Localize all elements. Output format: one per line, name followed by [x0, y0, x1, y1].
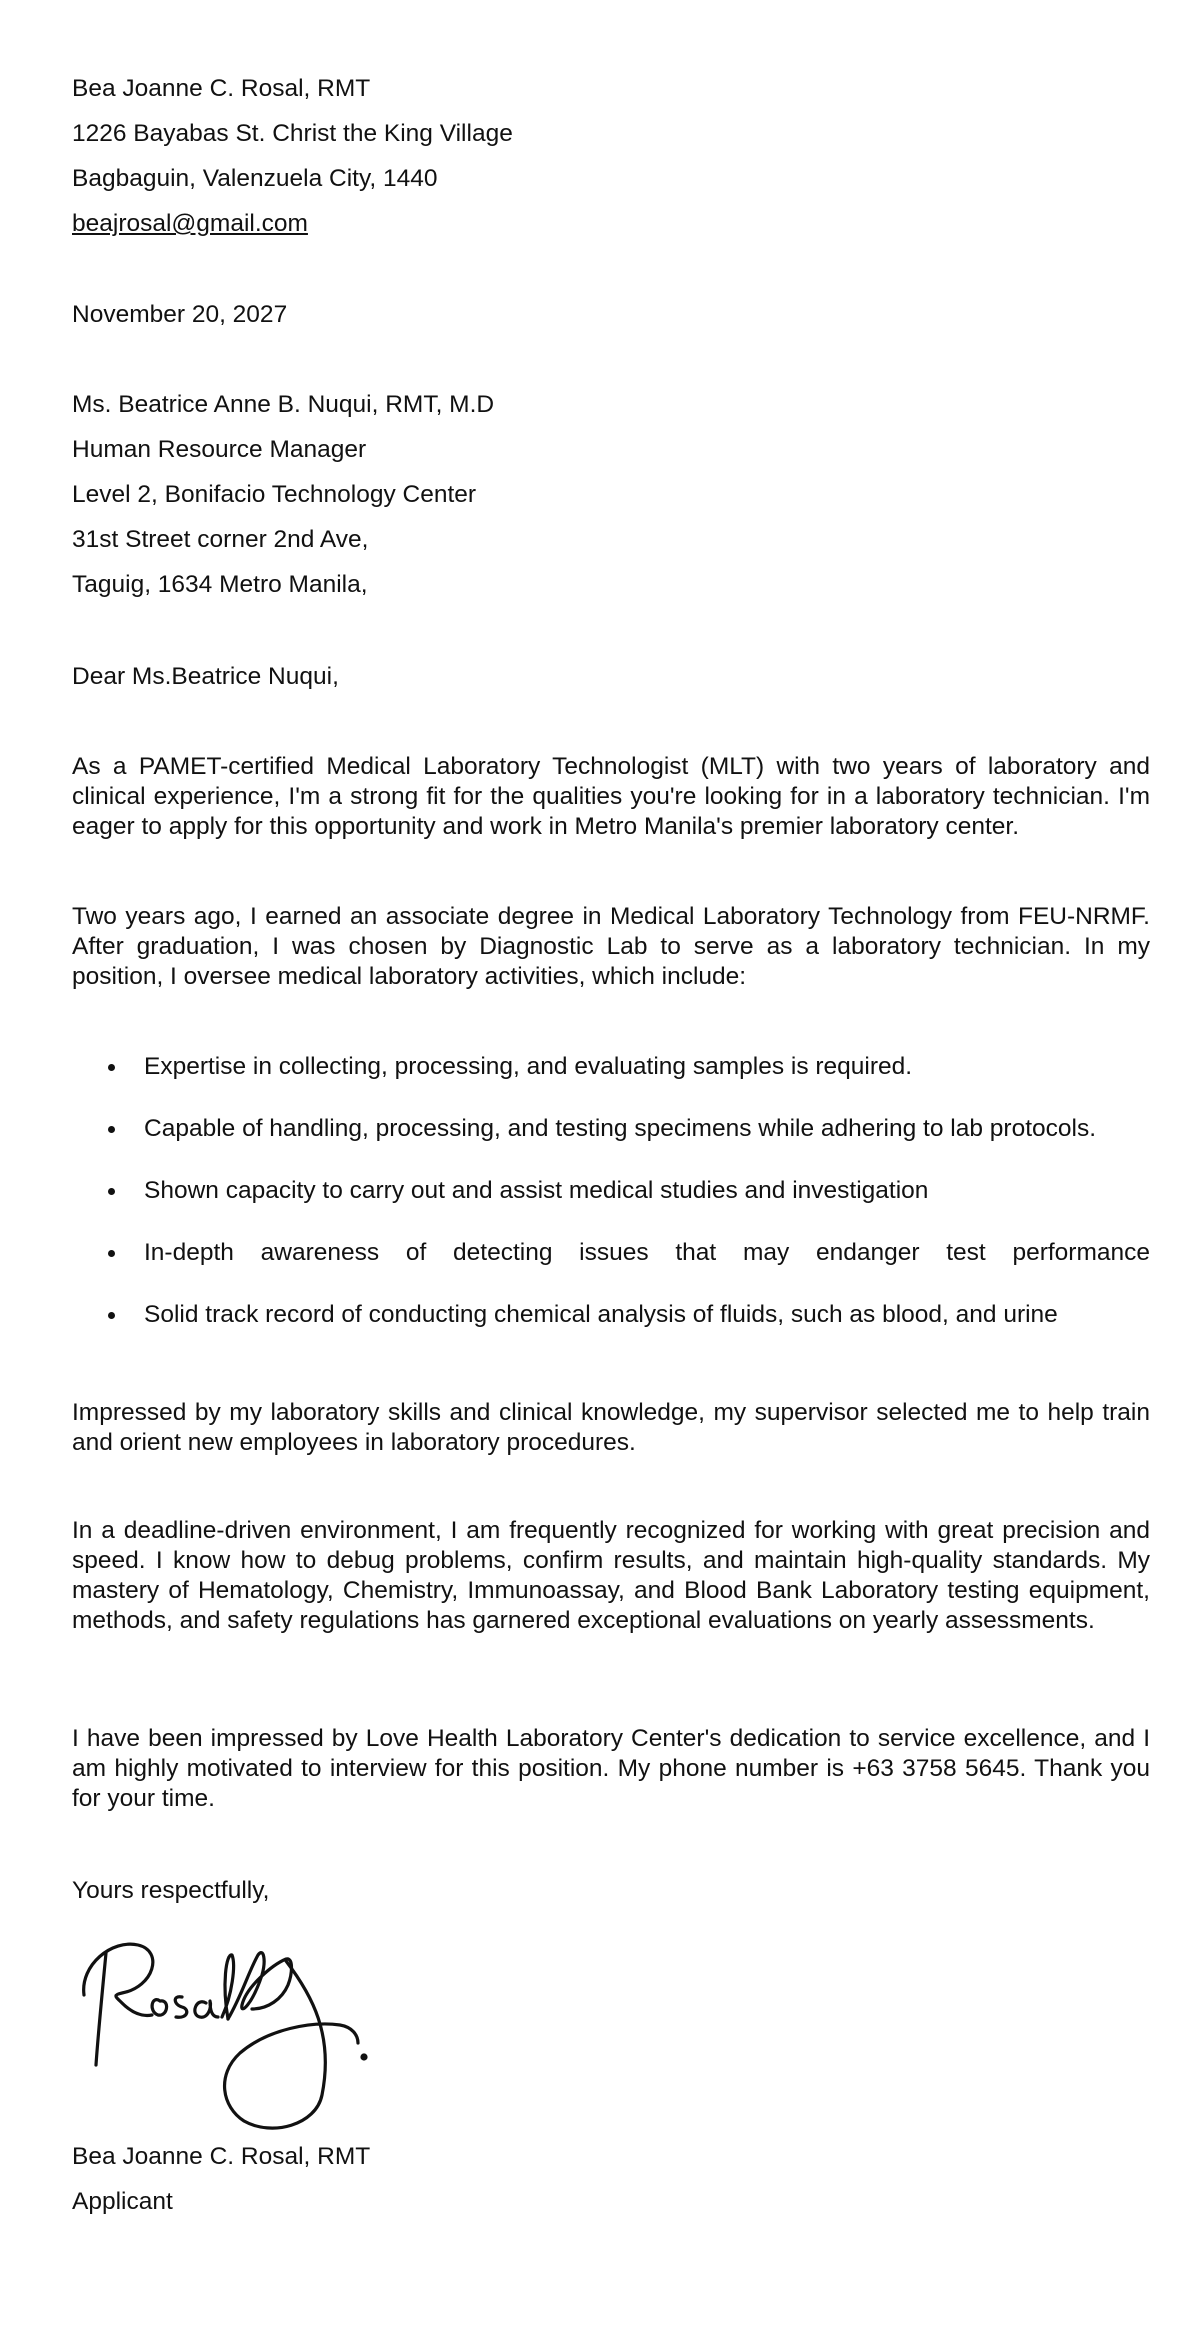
- salutation: Dear Ms.Beatrice Nuqui,: [72, 663, 339, 690]
- bullet-icon: [108, 1064, 115, 1071]
- closing-phrase: Yours respectfully,: [72, 1877, 270, 1904]
- list-item: [72, 1052, 1150, 1114]
- list-item: [72, 1300, 1150, 1362]
- list-item-text: Shown capacity to carry out and assist medical studies and investigation: [144, 1177, 929, 1204]
- date-block: [72, 292, 1150, 337]
- list-item-text: Expertise in collecting, processing, and evaluating samples is required.: [144, 1053, 913, 1080]
- salutation-block: [72, 654, 1150, 699]
- recipient-block: [72, 382, 1150, 607]
- bullet-icon: [108, 1312, 115, 1319]
- skills-list: [72, 1052, 1150, 1362]
- sender-block: [72, 66, 1150, 246]
- recipient-address-line-1: Level 2, Bonifacio Technology Center: [72, 481, 477, 508]
- recipient-address-line-2: 31st Street corner 2nd Ave,: [72, 526, 369, 553]
- recipient-address-line-3: Taguig, 1634 Metro Manila,: [72, 571, 368, 598]
- list-item: [72, 1238, 1150, 1300]
- closing-block: [72, 1868, 1150, 1913]
- signoff-role: Applicant: [72, 2188, 173, 2215]
- list-item: [72, 1114, 1150, 1176]
- paragraph-closing: I have been impressed by Love Health Laboratory Center's dedication to service excellence, and I am highly motivated to interview for this position. My phone number is +63 3758 5645. Thank you for your time.: [72, 1725, 1150, 1812]
- signoff-name: Bea Joanne C. Rosal, RMT: [72, 2143, 371, 2170]
- bullet-icon: [108, 1250, 115, 1257]
- list-item-text: Capable of handling, processing, and testing specimens while adhering to lab protocols.: [144, 1115, 1097, 1142]
- list-item-text: In-depth awareness of detecting issues that may endanger test performance: [144, 1239, 1150, 1266]
- list-item: [72, 1176, 1150, 1238]
- signoff-block: [72, 2134, 1150, 2224]
- handwritten-signature: [72, 1925, 372, 2135]
- paragraph-skills: In a deadline-driven environment, I am frequently recognized for working with great precision and speed. I know how to debug problems, confirm results, and maintain high-quality standards. My mastery of Hematology, Chemistry, Immunoassay, and Blood Bank Laboratory testing equipment, methods, and safety regulations has garnered exceptional evaluations on yearly assessments.: [72, 1517, 1150, 1634]
- skills-list-block: [72, 1052, 1150, 1362]
- paragraph-intro: As a PAMET-certified Medical Laboratory Technologist (MLT) with two years of laboratory and clinical experience, I'm a strong fit for the qualities you're looking for in a laboratory technician. I'm eager to apply for this opportunity and work in Metro Manila's premier laboratory center.: [72, 753, 1150, 840]
- sender-email-link[interactable]: beajrosal@gmail.com: [72, 210, 308, 237]
- bullet-icon: [108, 1126, 115, 1133]
- sender-name: Bea Joanne C. Rosal, RMT: [72, 75, 371, 102]
- letter-date: November 20, 2027: [72, 301, 288, 328]
- list-item-text: Solid track record of conducting chemical analysis of fluids, such as blood, and urine: [144, 1301, 1058, 1328]
- bullet-icon: [108, 1188, 115, 1195]
- recipient-title: Human Resource Manager: [72, 436, 367, 463]
- sender-city: Bagbaguin, Valenzuela City, 1440: [72, 165, 438, 192]
- sender-street: 1226 Bayabas St. Christ the King Village: [72, 120, 513, 147]
- paragraph-education: Two years ago, I earned an associate degree in Medical Laboratory Technology from FEU-NRMF. After graduation, I was chosen by Diagnostic Lab to serve as a laboratory technician. In my position, I oversee medical laboratory activities, which include:: [72, 903, 1150, 990]
- paragraph-training: Impressed by my laboratory skills and clinical knowledge, my supervisor selected me to help train and orient new employees in laboratory procedures.: [72, 1399, 1150, 1456]
- recipient-name: Ms. Beatrice Anne B. Nuqui, RMT, M.D: [72, 391, 495, 418]
